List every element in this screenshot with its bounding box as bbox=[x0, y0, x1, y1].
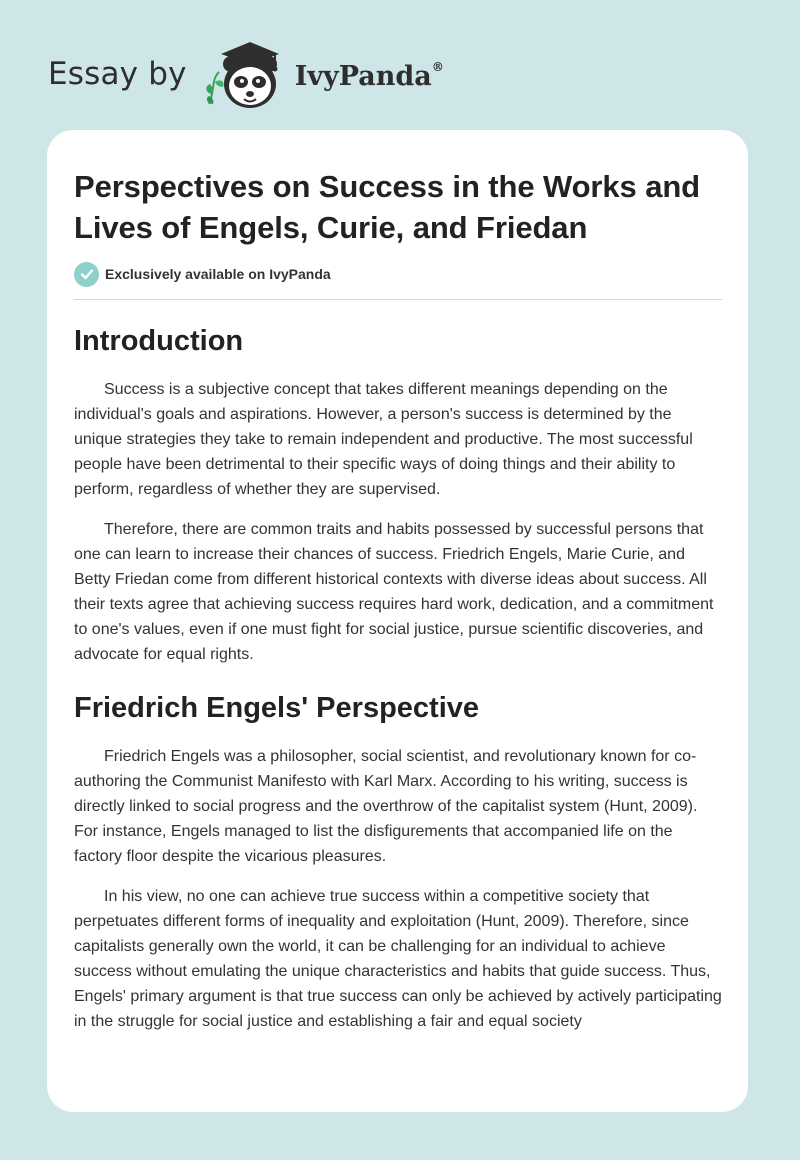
paragraph: Therefore, there are common traits and habits possessed by successful persons that one can learn to increase their chances of success. Friedrich Engels, Marie Curie, and Betty Friedan come from different historical contexts with diverse ideas about success. All their texts agree that achieving success requires hard work, dedication, and a commitment to one's values, even if one must fight for social justice, pursue scientific discoveries, and advocate for equal rights. bbox=[74, 521, 714, 663]
brand-name[interactable]: IvyPanda® bbox=[294, 59, 444, 92]
site-header bbox=[48, 34, 568, 114]
registered-mark: ® bbox=[431, 59, 444, 74]
paragraph: Success is a subjective concept that takes different meanings depending on the individual's goals and aspirations. However, a person's success is determined by the unique strategies they take to remain independent and productive. The most successful people have been detrimental to their specific ways of doing things and their ability to perform, regardless of whether they are supervised. bbox=[74, 381, 693, 498]
exclusive-badge-label: Exclusively available on IvyPanda bbox=[105, 266, 331, 282]
essay-by-label: Essay by bbox=[48, 55, 187, 92]
essay-title: Perspectives on Success in the Works and Lives of Engels, Curie, and Friedan bbox=[74, 169, 701, 245]
check-icon bbox=[74, 262, 99, 287]
paragraph: Friedrich Engels was a philosopher, social scientist, and revolutionary known for co-authoring the Communist Manifesto with Karl Marx. According to his writing, success is directly linked to social progress and the overthrow of the capitalist system (Hunt, 2009). For instance, Engels managed to list the disfigurements that accompanied life on the factory floor despite the vicarious pleasures. bbox=[74, 748, 698, 865]
exclusive-badge bbox=[74, 261, 722, 287]
section-heading-introduction: Introduction bbox=[74, 325, 244, 357]
essay-card bbox=[47, 130, 748, 1112]
section-heading-engels: Friedrich Engels' Perspective bbox=[74, 692, 480, 724]
paragraph: In his view, no one can achieve true success within a competitive society that perpetuates different forms of inequality and exploitation (Hunt, 2009). Therefore, since capitalists generally own the world, it can be challenging for an individual to achieve success without emulating the unique characteristics and habits that guide success. Thus, Engels' primary argument is that true success can only be achieved by actively participating in the struggle for social justice and establishing a fair and equal society bbox=[74, 888, 722, 1030]
divider bbox=[74, 299, 722, 300]
panda-logo-icon[interactable] bbox=[201, 34, 291, 114]
